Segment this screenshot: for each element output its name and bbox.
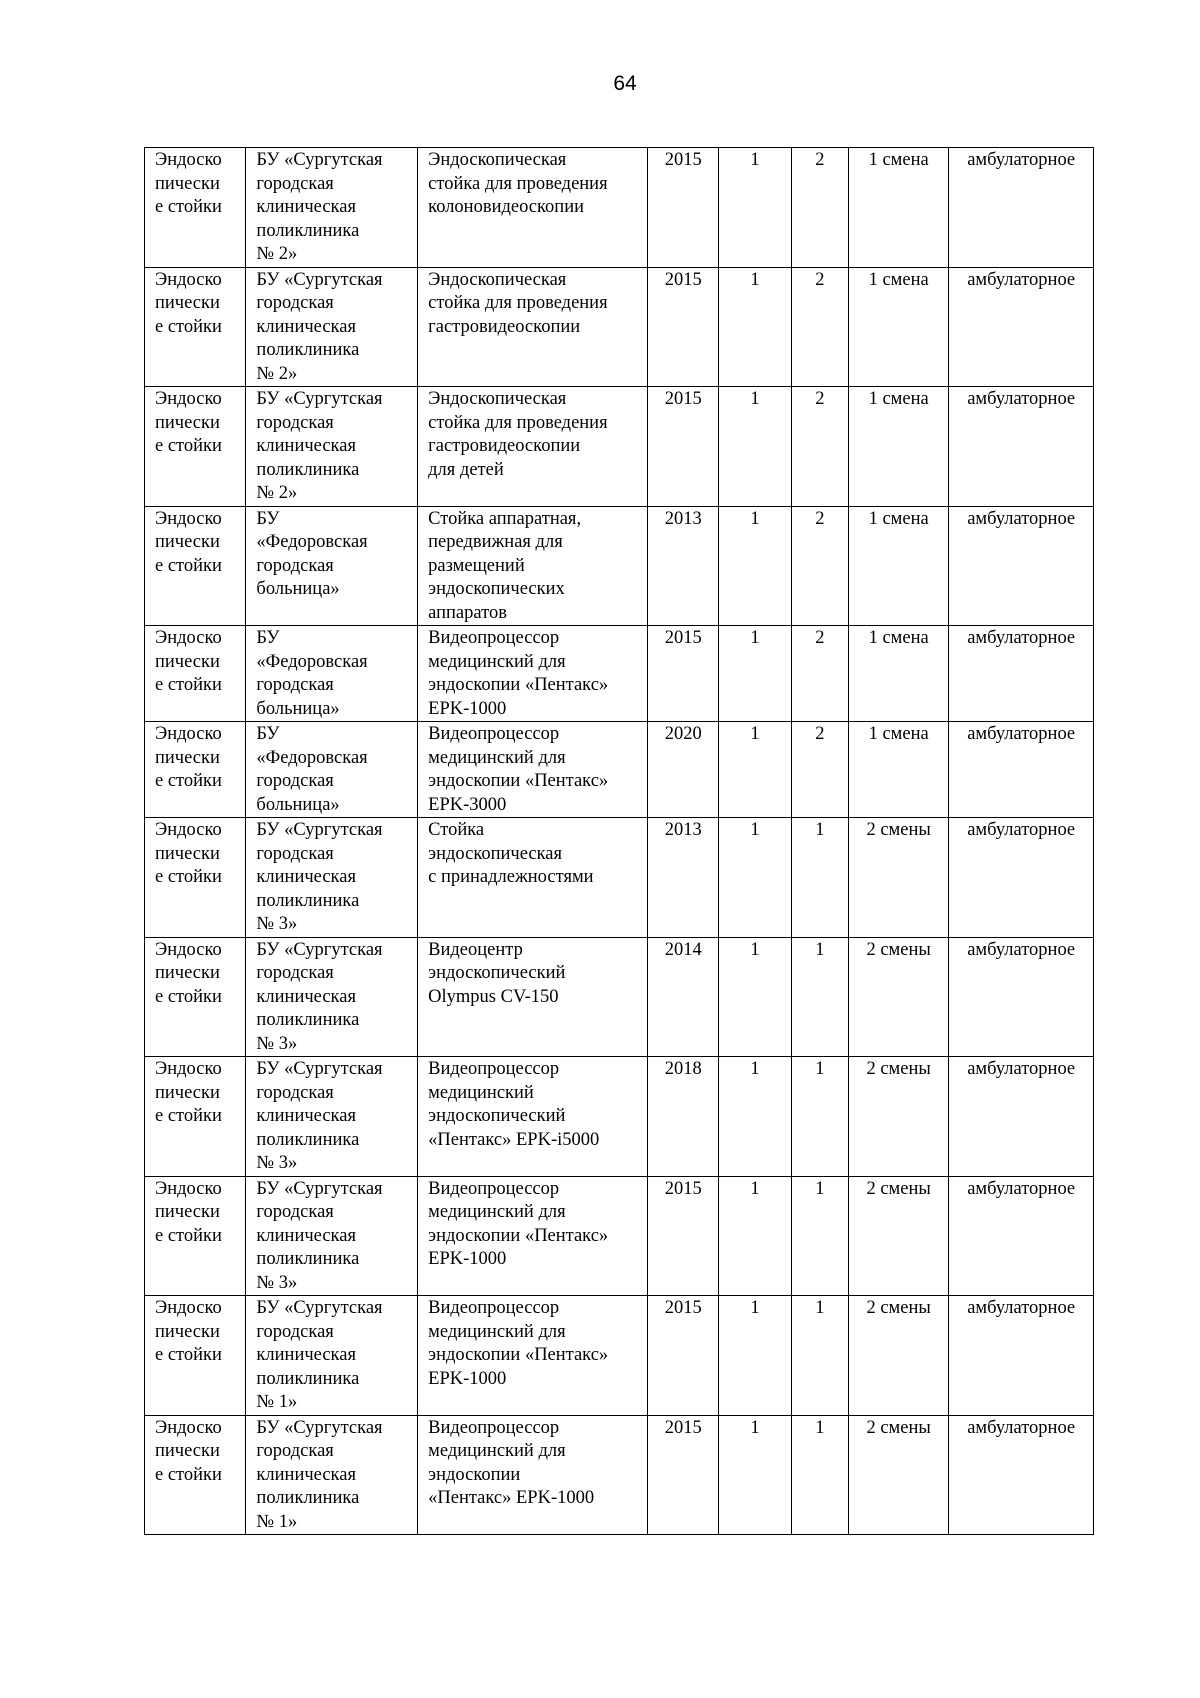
- cell-year: 2014: [648, 937, 719, 1057]
- cell-quantity: 1: [719, 1176, 791, 1296]
- cell-shifts: 1 смена: [848, 267, 948, 387]
- cell-equipment-type: Эндоско пически е стойки: [145, 818, 246, 938]
- cell-quantity: 1: [719, 818, 791, 938]
- cell-equipment-type: Эндоско пически е стойки: [145, 506, 246, 626]
- cell-care-mode: амбулаторное: [949, 1057, 1094, 1177]
- cell-quantity: 1: [719, 506, 791, 626]
- cell-year: 2015: [648, 387, 719, 507]
- cell-organization: БУ «Сургутская городская клиническая поликлиника № 2»: [246, 387, 418, 507]
- cell-organization: БУ «Сургутская городская клиническая поликлиника № 3»: [246, 1176, 418, 1296]
- cell-equipment-type: Эндоско пически е стойки: [145, 626, 246, 722]
- cell-care-mode: амбулаторное: [949, 937, 1094, 1057]
- table-row: [145, 267, 1094, 387]
- cell-organization: БУ «Сургутская городская клиническая поликлиника № 3»: [246, 937, 418, 1057]
- cell-care-mode: амбулаторное: [949, 387, 1094, 507]
- cell-units: 1: [791, 1415, 848, 1535]
- cell-shifts: 1 смена: [848, 626, 948, 722]
- cell-units: 2: [791, 387, 848, 507]
- cell-care-mode: амбулаторное: [949, 1296, 1094, 1416]
- table-row: [145, 722, 1094, 818]
- cell-units: 2: [791, 267, 848, 387]
- table-row: [145, 1296, 1094, 1416]
- cell-year: 2013: [648, 506, 719, 626]
- cell-care-mode: амбулаторное: [949, 1415, 1094, 1535]
- table-row: [145, 1057, 1094, 1177]
- cell-care-mode: амбулаторное: [949, 1176, 1094, 1296]
- table-row: [145, 1415, 1094, 1535]
- table-row: [145, 937, 1094, 1057]
- cell-year: 2015: [648, 1176, 719, 1296]
- cell-quantity: 1: [719, 626, 791, 722]
- cell-organization: БУ «Федоровская городская больница»: [246, 722, 418, 818]
- cell-shifts: 2 смены: [848, 1415, 948, 1535]
- cell-year: 2015: [648, 148, 719, 268]
- table-row: [145, 626, 1094, 722]
- equipment-table: [144, 147, 1094, 1535]
- cell-equipment-type: Эндоско пически е стойки: [145, 1176, 246, 1296]
- cell-equipment-name: Видеопроцессор медицинский для эндоскопии «Пентакс» EPK-1000: [418, 1176, 648, 1296]
- cell-shifts: 1 смена: [848, 722, 948, 818]
- cell-organization: БУ «Федоровская городская больница»: [246, 626, 418, 722]
- cell-care-mode: амбулаторное: [949, 818, 1094, 938]
- cell-quantity: 1: [719, 1415, 791, 1535]
- cell-equipment-type: Эндоско пически е стойки: [145, 937, 246, 1057]
- cell-shifts: 2 смены: [848, 1057, 948, 1177]
- equipment-table-body: [145, 148, 1094, 1535]
- cell-units: 1: [791, 1296, 848, 1416]
- cell-equipment-type: Эндоско пически е стойки: [145, 1057, 246, 1177]
- page-number: 64: [613, 72, 637, 95]
- cell-year: 2018: [648, 1057, 719, 1177]
- cell-equipment-type: Эндоско пически е стойки: [145, 387, 246, 507]
- cell-equipment-name: Эндоскопическая стойка для проведения колоновидеоскопии: [418, 148, 648, 268]
- cell-quantity: 1: [719, 387, 791, 507]
- cell-units: 1: [791, 1176, 848, 1296]
- cell-shifts: 1 смена: [848, 387, 948, 507]
- cell-quantity: 1: [719, 148, 791, 268]
- cell-equipment-name: Эндоскопическая стойка для проведения гастровидеоскопии для детей: [418, 387, 648, 507]
- cell-units: 1: [791, 818, 848, 938]
- cell-equipment-name: Видеопроцессор медицинский для эндоскопии «Пентакс» EPK-1000: [418, 1415, 648, 1535]
- cell-equipment-type: Эндоско пически е стойки: [145, 148, 246, 268]
- cell-units: 1: [791, 937, 848, 1057]
- cell-care-mode: амбулаторное: [949, 626, 1094, 722]
- cell-year: 2015: [648, 267, 719, 387]
- cell-year: 2015: [648, 1415, 719, 1535]
- cell-quantity: 1: [719, 937, 791, 1057]
- cell-shifts: 2 смены: [848, 1296, 948, 1416]
- cell-shifts: 1 смена: [848, 148, 948, 268]
- cell-quantity: 1: [719, 1057, 791, 1177]
- cell-units: 2: [791, 148, 848, 268]
- table-row: [145, 387, 1094, 507]
- cell-care-mode: амбулаторное: [949, 506, 1094, 626]
- cell-care-mode: амбулаторное: [949, 722, 1094, 818]
- cell-care-mode: амбулаторное: [949, 267, 1094, 387]
- cell-equipment-type: Эндоско пически е стойки: [145, 267, 246, 387]
- table-row: [145, 148, 1094, 268]
- table-row: [145, 818, 1094, 938]
- cell-organization: БУ «Федоровская городская больница»: [246, 506, 418, 626]
- cell-units: 2: [791, 506, 848, 626]
- cell-year: 2015: [648, 626, 719, 722]
- cell-shifts: 2 смены: [848, 818, 948, 938]
- cell-units: 1: [791, 1057, 848, 1177]
- cell-quantity: 1: [719, 267, 791, 387]
- cell-shifts: 1 смена: [848, 506, 948, 626]
- cell-care-mode: амбулаторное: [949, 148, 1094, 268]
- cell-equipment-name: Эндоскопическая стойка для проведения гастровидеоскопии: [418, 267, 648, 387]
- cell-equipment-name: Видеопроцессор медицинский для эндоскопии «Пентакс» EPK-1000: [418, 626, 648, 722]
- cell-equipment-name: Видеопроцессор медицинский эндоскопический «Пентакс» EPK-i5000: [418, 1057, 648, 1177]
- cell-organization: БУ «Сургутская городская клиническая поликлиника № 1»: [246, 1415, 418, 1535]
- cell-equipment-name: Видеопроцессор медицинский для эндоскопии «Пентакс» EPK-3000: [418, 722, 648, 818]
- cell-quantity: 1: [719, 722, 791, 818]
- cell-units: 2: [791, 722, 848, 818]
- cell-quantity: 1: [719, 1296, 791, 1416]
- cell-shifts: 2 смены: [848, 1176, 948, 1296]
- cell-organization: БУ «Сургутская городская клиническая поликлиника № 3»: [246, 818, 418, 938]
- cell-organization: БУ «Сургутская городская клиническая поликлиника № 3»: [246, 1057, 418, 1177]
- cell-equipment-type: Эндоско пически е стойки: [145, 1296, 246, 1416]
- table-row: [145, 506, 1094, 626]
- cell-equipment-type: Эндоско пически е стойки: [145, 722, 246, 818]
- cell-equipment-name: Стойка аппаратная, передвижная для размещений эндоскопических аппаратов: [418, 506, 648, 626]
- cell-equipment-name: Видеопроцессор медицинский для эндоскопии «Пентакс» EPK-1000: [418, 1296, 648, 1416]
- cell-equipment-name: Видеоцентр эндоскопический Olympus CV-150: [418, 937, 648, 1057]
- cell-year: 2013: [648, 818, 719, 938]
- cell-equipment-name: Стойка эндоскопическая с принадлежностями: [418, 818, 648, 938]
- cell-organization: БУ «Сургутская городская клиническая поликлиника № 1»: [246, 1296, 418, 1416]
- table-row: [145, 1176, 1094, 1296]
- cell-equipment-type: Эндоско пически е стойки: [145, 1415, 246, 1535]
- cell-organization: БУ «Сургутская городская клиническая поликлиника № 2»: [246, 267, 418, 387]
- cell-units: 2: [791, 626, 848, 722]
- cell-year: 2020: [648, 722, 719, 818]
- cell-year: 2015: [648, 1296, 719, 1416]
- cell-organization: БУ «Сургутская городская клиническая поликлиника № 2»: [246, 148, 418, 268]
- cell-shifts: 2 смены: [848, 937, 948, 1057]
